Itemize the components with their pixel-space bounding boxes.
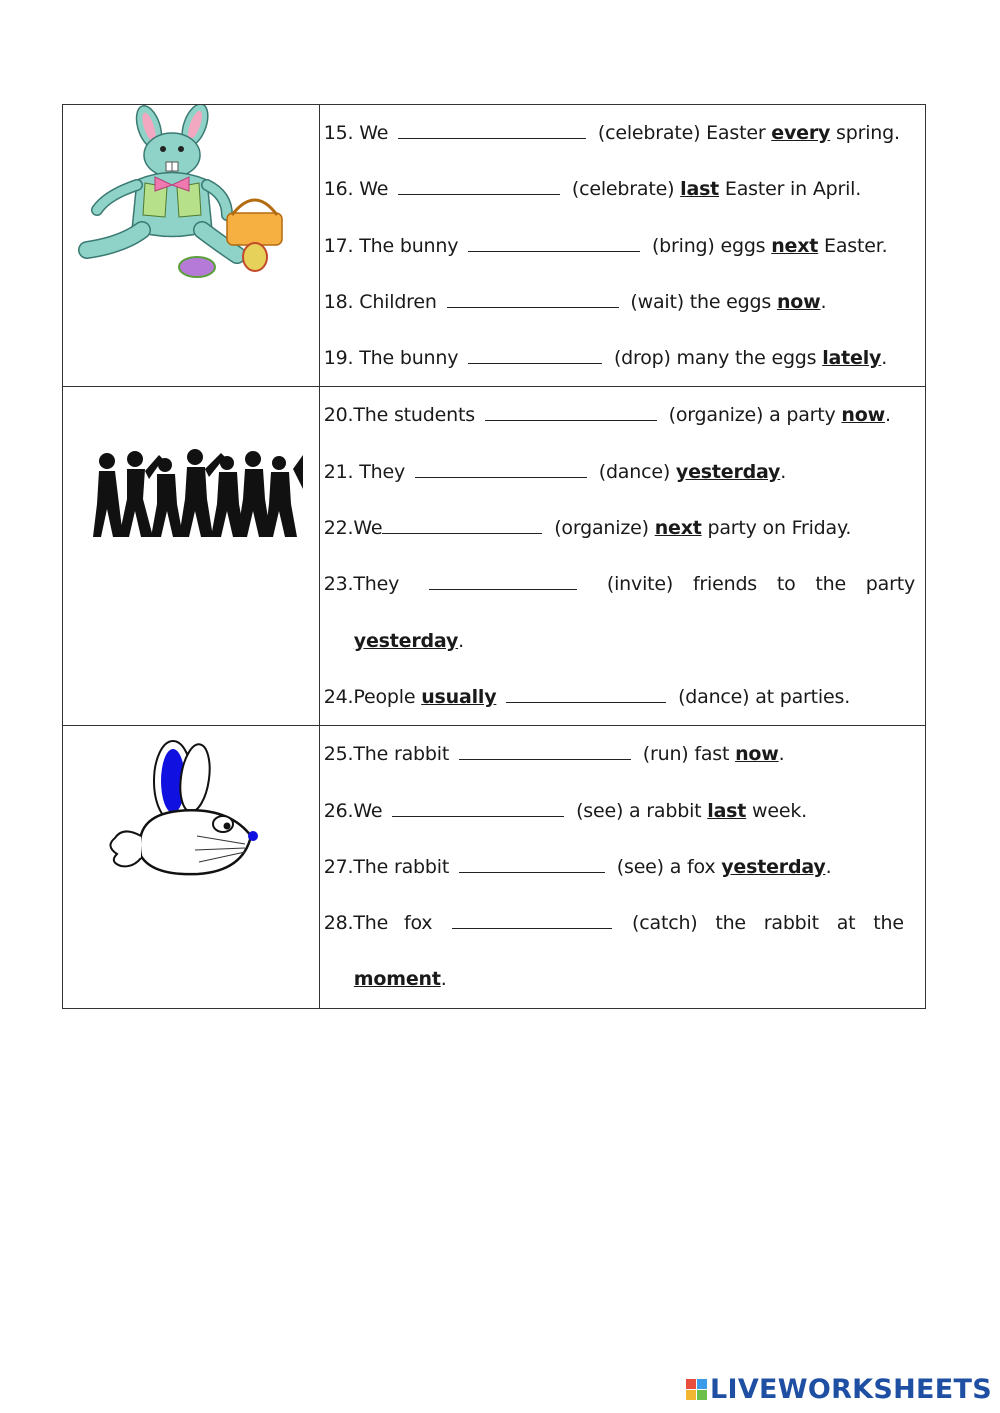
brand-name: LIVEWORKSHEETS xyxy=(709,1374,992,1405)
image-cell xyxy=(63,105,320,387)
answer-blank[interactable] xyxy=(415,459,587,478)
sentence-22: 22.We (organize) next party on Friday. xyxy=(323,517,852,540)
sentences-cell xyxy=(319,105,925,387)
sentence-27: 27.The rabbit (see) a fox yesterday. xyxy=(323,855,832,878)
sentences-cell xyxy=(319,387,925,726)
sentence-28: 28.The fox (catch) the rabbit at the xyxy=(323,912,904,935)
sentence-24: 24.People usually (dance) at parties. xyxy=(323,685,851,708)
answer-blank[interactable] xyxy=(398,176,560,195)
logo-blocks-icon xyxy=(686,1379,707,1400)
answer-blank[interactable] xyxy=(447,289,619,308)
sentence-19: 19. The bunny (drop) many the eggs lately. xyxy=(323,347,888,370)
answer-blank[interactable] xyxy=(468,233,640,252)
sentence-16: 16. We (celebrate) last Easter in April. xyxy=(323,178,862,201)
answer-blank[interactable] xyxy=(485,402,657,421)
image-cell xyxy=(63,726,320,1008)
sentence-17: 17. The bunny (bring) eggs next Easter. xyxy=(323,234,888,257)
easter-bunny-illustration xyxy=(77,105,297,280)
exercise-row xyxy=(63,105,926,387)
answer-blank[interactable] xyxy=(392,798,564,817)
sentence-21: 21. They (dance) yesterday. xyxy=(323,460,787,483)
answer-blank[interactable] xyxy=(429,571,577,590)
answer-blank[interactable] xyxy=(459,854,605,873)
exercise-table xyxy=(62,104,926,1009)
sentence-23: 23.They (invite) friends to the party xyxy=(323,573,915,596)
answer-blank[interactable] xyxy=(398,120,586,139)
sentence-23-continued: yesterday. xyxy=(353,629,464,652)
answer-blank[interactable] xyxy=(382,515,542,534)
dancing-silhouettes xyxy=(93,449,303,539)
exercise-row xyxy=(63,726,926,1008)
liveworksheets-logo[interactable] xyxy=(686,1374,992,1405)
exercise-row xyxy=(63,387,926,726)
sentence-18: 18. Children (wait) the eggs now. xyxy=(323,290,827,313)
sentence-15: 15. We (celebrate) Easter every spring. xyxy=(323,122,900,144)
sentence-28-continued: moment. xyxy=(353,968,447,991)
answer-blank[interactable] xyxy=(468,345,602,364)
answer-blank[interactable] xyxy=(506,684,666,703)
sentences-cell xyxy=(319,726,925,1008)
answer-blank[interactable] xyxy=(459,741,631,760)
rabbit-head-cartoon xyxy=(103,736,263,881)
answer-blank[interactable] xyxy=(452,910,612,929)
sentence-25: 25.The rabbit (run) fast now. xyxy=(323,743,785,766)
sentence-26: 26.We (see) a rabbit last week. xyxy=(323,799,807,822)
image-cell xyxy=(63,387,320,726)
sentence-20: 20.The students (organize) a party now. xyxy=(323,404,891,427)
